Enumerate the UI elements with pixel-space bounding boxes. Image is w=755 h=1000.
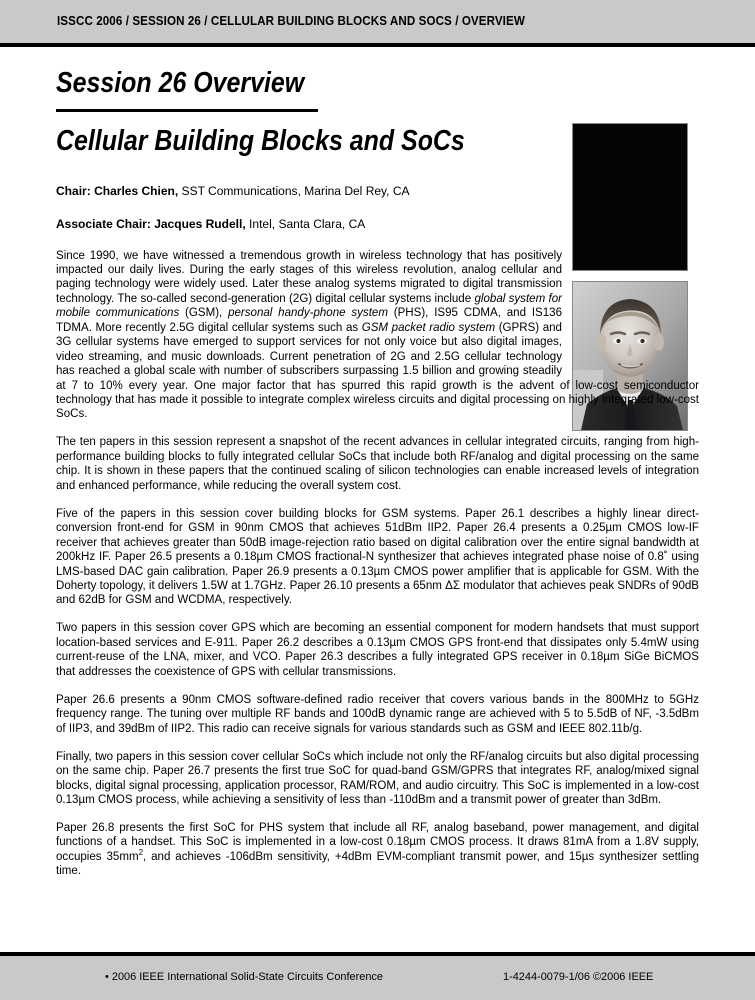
photo-text-wrap-spacer xyxy=(562,249,699,371)
paragraph-phs-soc xyxy=(56,821,699,879)
intro-text-part-2: (GSM), xyxy=(179,307,229,320)
footer-conference-name: • 2006 IEEE International Solid-State Circuits Conference xyxy=(105,971,383,983)
chair-line xyxy=(56,183,680,200)
chair-name: Chair: Charles Chien, xyxy=(56,183,179,198)
session-subtitle: Cellular Building Blocks and SoCs xyxy=(56,124,465,157)
phs-text-part-1: Paper 26.8 presents the first SoC for PHS system that include all RF, analog baseband, power management, and digital functions of a handset. This SoC is implemented in a low-cost 0.18µm CMOS process. It draws 81mA from a 1.8V supply, occupies 35mm xyxy=(56,821,699,863)
intro-italic-gprs: GSM packet radio system xyxy=(361,321,496,334)
intro-text-part-3: (PHS), IS95 CDMA, and IS136 TDMA. More recently 2.5G digital cellular systems such as xyxy=(56,307,562,334)
associate-chair-affiliation: Intel, Santa Clara, CA xyxy=(245,216,366,231)
intro-italic-gsm: global system for mobile communications xyxy=(56,292,563,320)
square-millimeter-superscript: 2 xyxy=(138,847,144,857)
title-divider-rule xyxy=(56,109,318,112)
document-content xyxy=(56,68,699,892)
page-header-title: ISSCC 2006 / SESSION 26 / CELLULAR BUILDING BLOCKS AND SOCS / OVERVIEW xyxy=(57,13,525,28)
paragraph-cellular-socs: Finally, two papers in this session cover cellular SoCs which include not only the RF/analog circuits but also digital processing on the same chip. Paper 26.7 presents the first true SoC for quad-band GSM/GPRS that integrates RF, analog/mixed signal blocks, digital signal processing, application processor, RAM/ROM, and audio circuitry. This SoC is implemented in a low-cost 0.13µm CMOS process, while achieving a sensitivity of less than -110dBm and a transmit power of greater than 3dBm. xyxy=(56,750,699,806)
intro-text-part-1: Since 1990, we have witnessed a tremendous growth in wireless technology that has positively impacted our daily lives. During the early stages of this wireless revolution, analog cellular and paging technology were widely used. Later these analog systems migrated to digital transmission technology. The so-called second-generation (2G) digital cellular systems include xyxy=(56,249,562,305)
paragraph-software-defined-radio: Paper 26.6 presents a 90nm CMOS software-defined radio receiver that covers various bands in the 800MHz to 5GHz frequency range. The tuning over multiple RF bands and 100dB dynamic range are achieved with 5 to 5.5dB of NF, -3.5dBm of IIP3, and 39dBm of IIP2. This radio can receive signals for various standards such as GSM and IEEE 802.11b/g. xyxy=(56,693,699,735)
paragraph-gsm-building-blocks: Five of the papers in this session cover building blocks for GSM systems. Paper 26.1 describes a highly linear direct-conversion front-end for GSM in 90nm CMOS that achieves 51dBm IIP2. Paper 26.4 presents a 0.25µm CMOS low-IF receiver that achieves greater than 50dB image-rejection ratio based on digital calibration over the entire signal bandwidth at 200kHz IF. Paper 26.5 presents a 0.18µm CMOS fractional-N synthesizer that achieves integrated phase noise of 0.8˚ using LMS-based DAC gain calibration. Paper 26.9 presents a 0.13µm CMOS power amplifier that is applicable for GSM. With the Doherty topology, it delivers 1.5W at 1.7GHz. Paper 26.10 presents a 65nm ΔΣ modulator that achieves peak SNDRs of 90dB and 62dB for GSM and WCDMA, respectively. xyxy=(56,507,699,607)
session-overview-title: Session 26 Overview xyxy=(56,67,305,99)
page-body xyxy=(0,47,755,952)
associate-chair-name: Associate Chair: Jacques Rudell, xyxy=(56,216,246,231)
phs-text-part-2: , and achieves -106dBm sensitivity, +4dBm EVM-compliant transmit power, and 15µs synthesizer settling time. xyxy=(56,850,699,878)
paragraph-gps: Two papers in this session cover GPS which are becoming an essential component for modern handsets that must support location-based services and E-911. Paper 26.2 describes a 0.13µm CMOS GPS front-end that dissipates only 5.4mW using current-reuse of the LNA, mixer, and VCO. Paper 26.3 describes a fully integrated GPS receiver in 0.18µm SiGe BiCMOS that addresses the coexistence of GPS with cellular transmissions. xyxy=(56,622,699,678)
paragraph-ten-papers: The ten papers in this session represent a snapshot of the recent advances in cellular integrated circuits, ranging from high-performance building blocks to fully integrated cellular SoCs that include both RF/analog and digital processing on the same chip. It is shown in these papers that the continued scaling of silicon technologies can enable increased levels of integration and enhanced performance, while reducing the overall system cost. xyxy=(56,436,699,492)
chair-affiliation: SST Communications, Marina Del Rey, CA xyxy=(178,183,410,198)
page-footer-bar xyxy=(0,956,755,1000)
paragraph-intro xyxy=(56,249,699,422)
page-header-bar xyxy=(0,0,755,43)
intro-italic-phs: personal handy-phone system xyxy=(228,307,388,320)
intro-text-part-4: (GPRS) and 3G cellular systems have emerged to support services for not only voice but also digital images, video streaming, and music downloads. Current penetration of 2G and 2.5G cellular technology has reached a global scale with number of subscribers surpassing 1.5 billion and growing steadily at 7 to 10% every year. One major factor that has spurred this rapid growth is the advent of low-cost semiconductor technology that has made it possible to integrate complex wireless circuits and digital processing on highly integrated low-cost SoCs. xyxy=(56,321,699,421)
associate-chair-line xyxy=(56,216,680,233)
footer-isbn-copyright: 1-4244-0079-1/06 ©2006 IEEE xyxy=(503,971,654,983)
